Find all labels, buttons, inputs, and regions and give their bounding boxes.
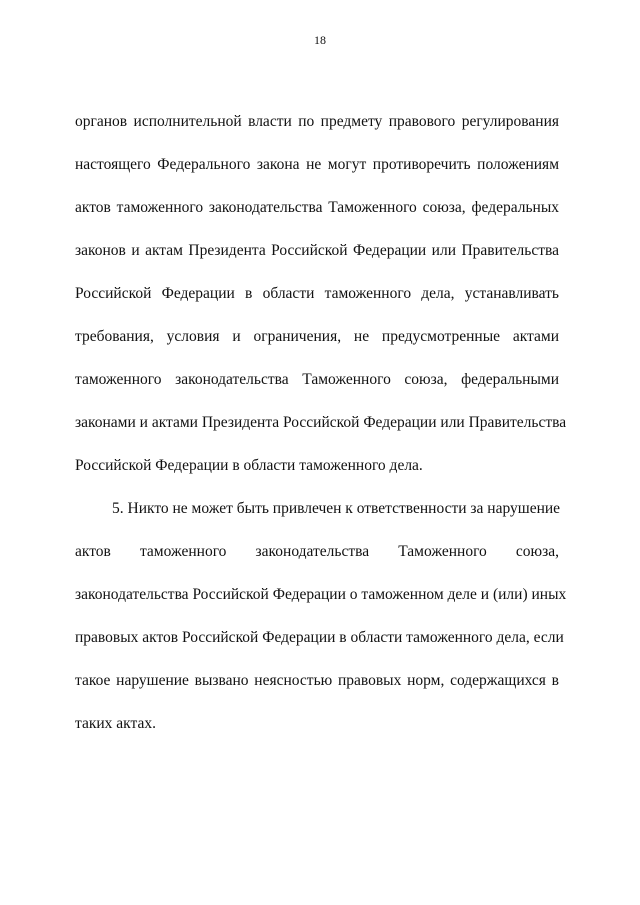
text-line-5: Российской Федерации в области таможенного дела, устанавливать <box>75 285 559 302</box>
text-line-2: настоящего Федерального закона не могут противоречить положениям <box>75 156 559 173</box>
text-line-9: Российской Федерации в области таможенного дела. <box>75 457 423 474</box>
page-number: 18 <box>314 33 326 47</box>
text-line-13: правовых актов Российской Федерации в области таможенного дела, если <box>75 629 564 646</box>
text-line-12: законодательства Российской Федерации о таможенном деле и (или) иных <box>75 586 567 603</box>
text-line-6: требования, условия и ограничения, не предусмотренные актами <box>75 328 559 345</box>
text-line-15: таких актах. <box>75 715 156 732</box>
text-line-3: актов таможенного законодательства Таможенного союза, федеральных <box>75 199 559 216</box>
text-line-11: актов таможенного законодательства Таможенного союза, <box>75 543 559 560</box>
text-line-8: законами и актами Президента Российской Федерации или Правительства <box>75 414 567 431</box>
text-line-4: законов и актам Президента Российской Федерации или Правительства <box>75 242 559 259</box>
text-line-14: такое нарушение вызвано неясностью правовых норм, содержащихся в <box>75 672 559 689</box>
text-line-7: таможенного законодательства Таможенного союза, федеральными <box>75 371 559 388</box>
text-line-1: органов исполнительной власти по предмету правового регулирования <box>75 113 559 130</box>
text-line-10: 5. Никто не может быть привлечен к ответственности за нарушение <box>112 500 561 517</box>
